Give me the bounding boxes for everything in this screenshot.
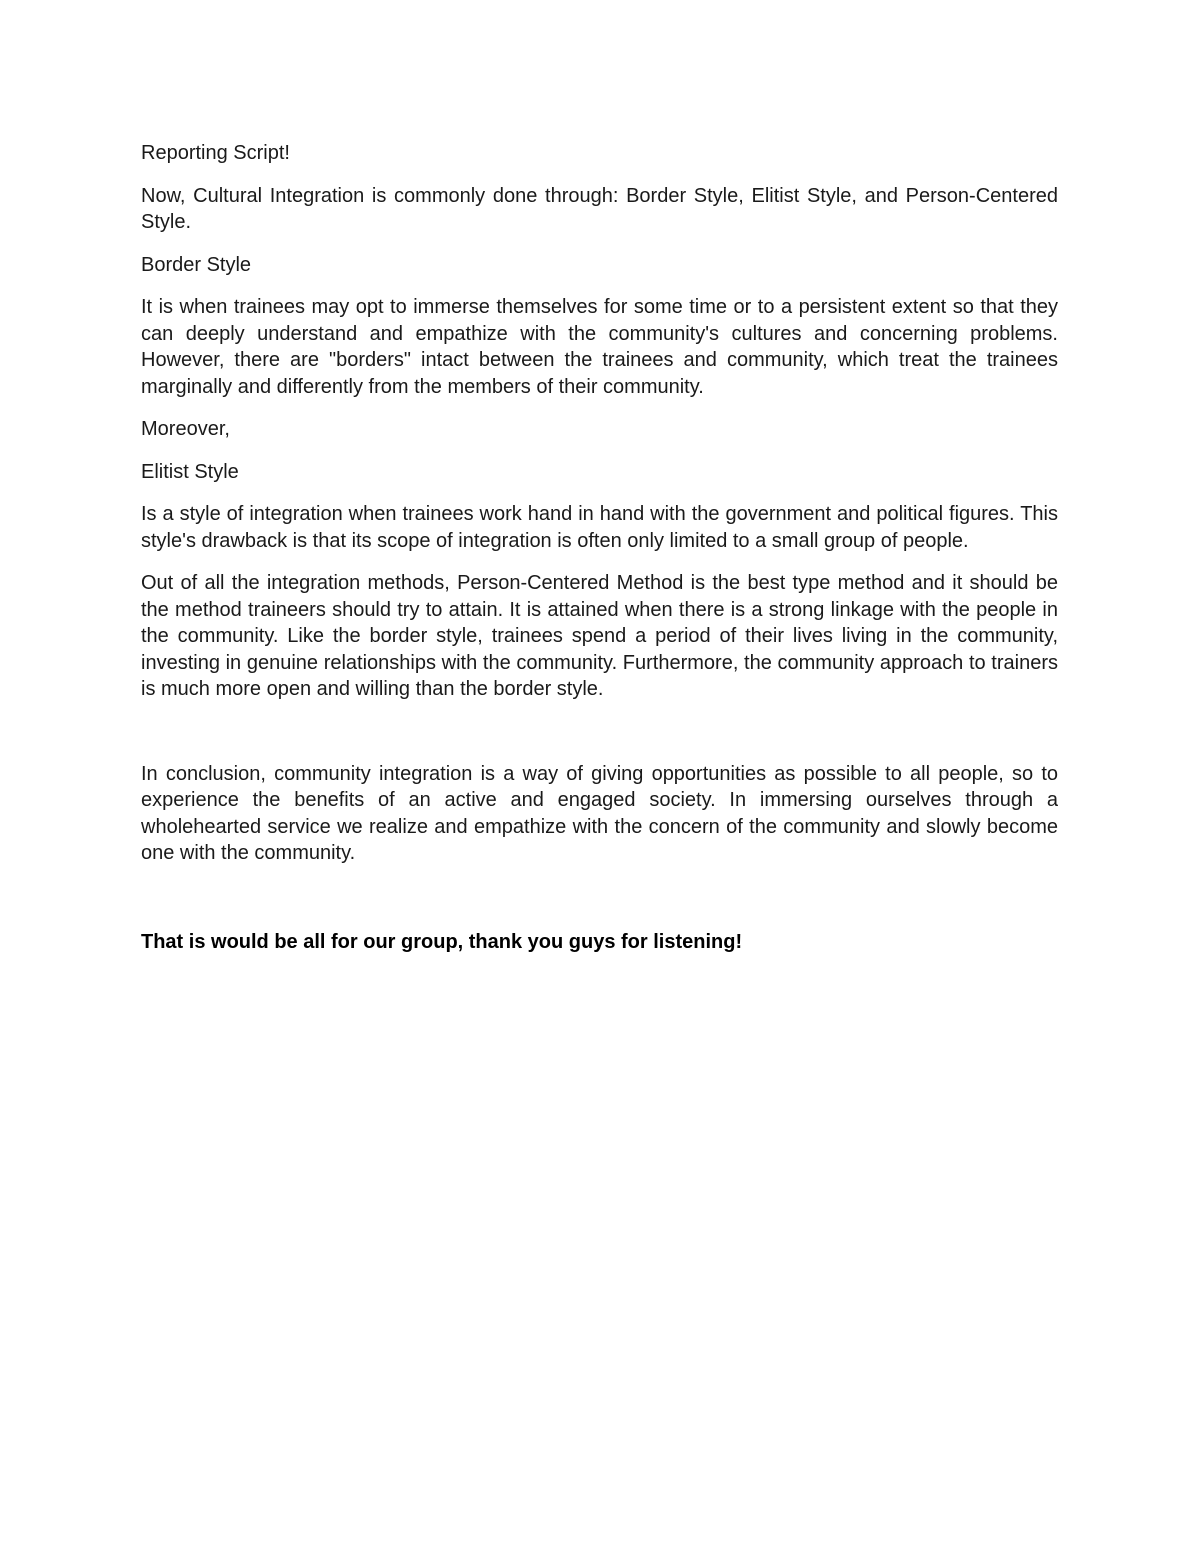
closing-remark: That is would be all for our group, thank you guys for listening! <box>141 930 743 953</box>
conclusion-paragraph: In conclusion, community integration is a way of giving opportunities as possible to all people, so to experience the benefits of an active and engaged society. In immersing ourselves through a wholehearted service we realize and empathize with the concern of the community and slowly become one with the community. <box>141 762 1058 864</box>
elitist-style-heading: Elitist Style <box>141 460 239 483</box>
document-body <box>141 140 1058 971</box>
elitist-style-paragraph: Is a style of integration when trainees work hand in hand with the government and political figures. This style's drawback is that its scope of integration is often only limited to a small group of people. <box>141 503 1058 552</box>
border-style-paragraph: It is when trainees may opt to immerse themselves for some time or to a persistent extent so that they can deeply understand and empathize with the community's cultures and concerning problems. However, there are "borders" intact between the trainees and community, which treat the trainees marginally and differently from the members of their community. <box>141 296 1058 398</box>
border-style-heading: Border Style <box>141 253 252 276</box>
spacer <box>141 883 1058 929</box>
person-centered-paragraph: Out of all the integration methods, Person-Centered Method is the best type method and it should be the method traineers should try to attain. It is attained when there is a strong linkage with the people in the community. Like the border style, trainees spend a period of their lives living in the community, investing in genuine relationships with the community. Furthermore, the community approach to trainers is much more open and willing than the border style. <box>141 572 1058 700</box>
document-title: Reporting Script! <box>141 142 290 164</box>
spacer <box>141 719 1058 761</box>
transition-text: Moreover, <box>141 418 230 440</box>
intro-paragraph: Now, Cultural Integration is commonly done through: Border Style, Elitist Style, and Person-Centered Style. <box>141 184 1058 233</box>
